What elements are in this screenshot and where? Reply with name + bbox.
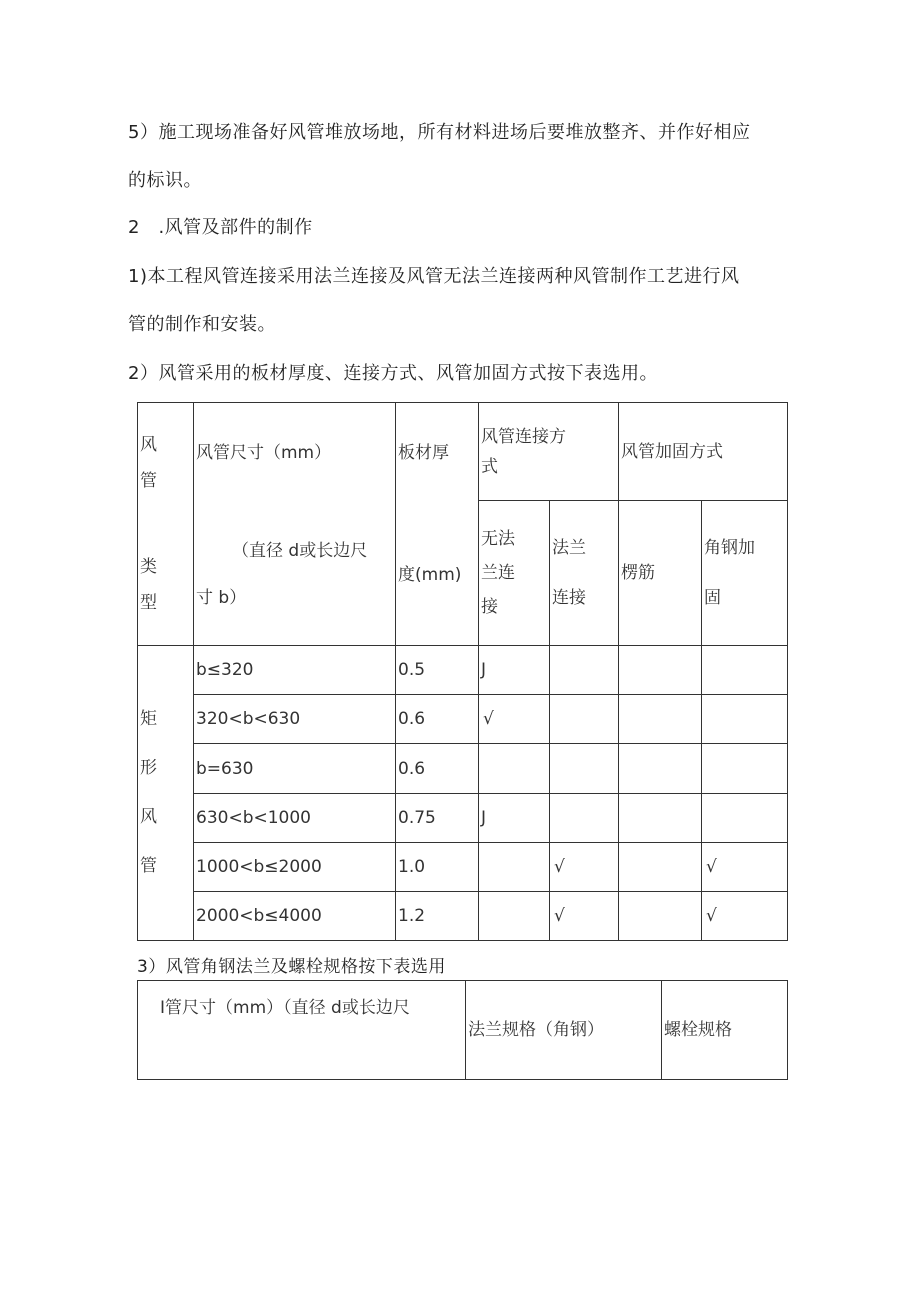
cell-size: 1000<b≤2000 [194, 843, 396, 892]
cell-rib [619, 744, 702, 794]
flange-bolt-table [137, 980, 788, 1080]
header-rib: 楞筋 [619, 501, 702, 646]
paragraph-1-line-2: 的标识。 [128, 170, 202, 191]
cell-flange [550, 695, 619, 744]
paragraph-1-line-1: 5）施工现场准备好风管堆放场地，所有材料进场后要堆放整齐、并作好相应 [128, 122, 751, 143]
cell-angle: √ [702, 892, 788, 941]
paragraph-4: 3）风管角钢法兰及螺栓规格按下表选用 [137, 957, 446, 977]
header-duct-size: 风管尺寸（mm） （直径 d或长边尺 寸 b） [194, 403, 396, 646]
cell-thickness: 1.2 [396, 892, 479, 941]
paragraph-2-line-1: 1)本工程风管连接采用法兰连接及风管无法兰连接两种风管制作工艺进行风 [128, 266, 740, 287]
cell-flange [550, 744, 619, 794]
header-duct-size-2: I管尺寸（mm）（直径 d或长边尺 [138, 981, 466, 1080]
cell-size: b=630 [194, 744, 396, 794]
paragraph-2-line-2: 管的制作和安装。 [128, 314, 276, 335]
header-angle-steel: 角钢加 固 [702, 501, 788, 646]
cell-no-flange [479, 892, 550, 941]
header-bolt-spec: 螺栓规格 [662, 981, 788, 1080]
cell-thickness: 0.75 [396, 794, 479, 843]
cell-flange [550, 646, 619, 695]
cell-rib [619, 695, 702, 744]
cell-rib [619, 892, 702, 941]
header-flange-spec: 法兰规格（角钢） [466, 981, 662, 1080]
header-reinforcement-method: 风管加固方式 [619, 403, 788, 501]
cell-no-flange: J [479, 646, 550, 695]
cell-size: b≤320 [194, 646, 396, 695]
cell-thickness: 0.6 [396, 744, 479, 794]
cell-no-flange [479, 843, 550, 892]
header-connection-method: 风管连接方 式 [479, 403, 619, 501]
cell-angle [702, 695, 788, 744]
cell-thickness: 0.6 [396, 695, 479, 744]
cell-rib [619, 794, 702, 843]
cell-flange: √ [550, 843, 619, 892]
cell-angle [702, 646, 788, 695]
header-no-flange: 无法 兰连 接 [479, 501, 550, 646]
cell-rib [619, 646, 702, 695]
cell-thickness: 1.0 [396, 843, 479, 892]
paragraph-3: 2）风管采用的板材厚度、连接方式、风管加固方式按下表选用。 [128, 363, 658, 384]
cell-size: 2000<b≤4000 [194, 892, 396, 941]
header-sheet-thickness: 板材厚 度(mm) [396, 403, 479, 646]
cell-size: 320<b<630 [194, 695, 396, 744]
cell-angle [702, 744, 788, 794]
cell-no-flange [479, 744, 550, 794]
duct-spec-table [137, 402, 788, 941]
cell-no-flange: J [479, 794, 550, 843]
cell-angle [702, 794, 788, 843]
cell-flange: √ [550, 892, 619, 941]
section-heading: 2 .风管及部件的制作 [128, 217, 313, 238]
row-group-rect-duct: 矩 形 风 管 [138, 646, 194, 941]
cell-size: 630<b<1000 [194, 794, 396, 843]
cell-rib [619, 843, 702, 892]
cell-flange [550, 794, 619, 843]
header-duct-type: 风 管 类 型 [138, 403, 194, 646]
cell-angle: √ [702, 843, 788, 892]
cell-thickness: 0.5 [396, 646, 479, 695]
header-flange: 法兰 连接 [550, 501, 619, 646]
cell-no-flange: √ [479, 695, 550, 744]
